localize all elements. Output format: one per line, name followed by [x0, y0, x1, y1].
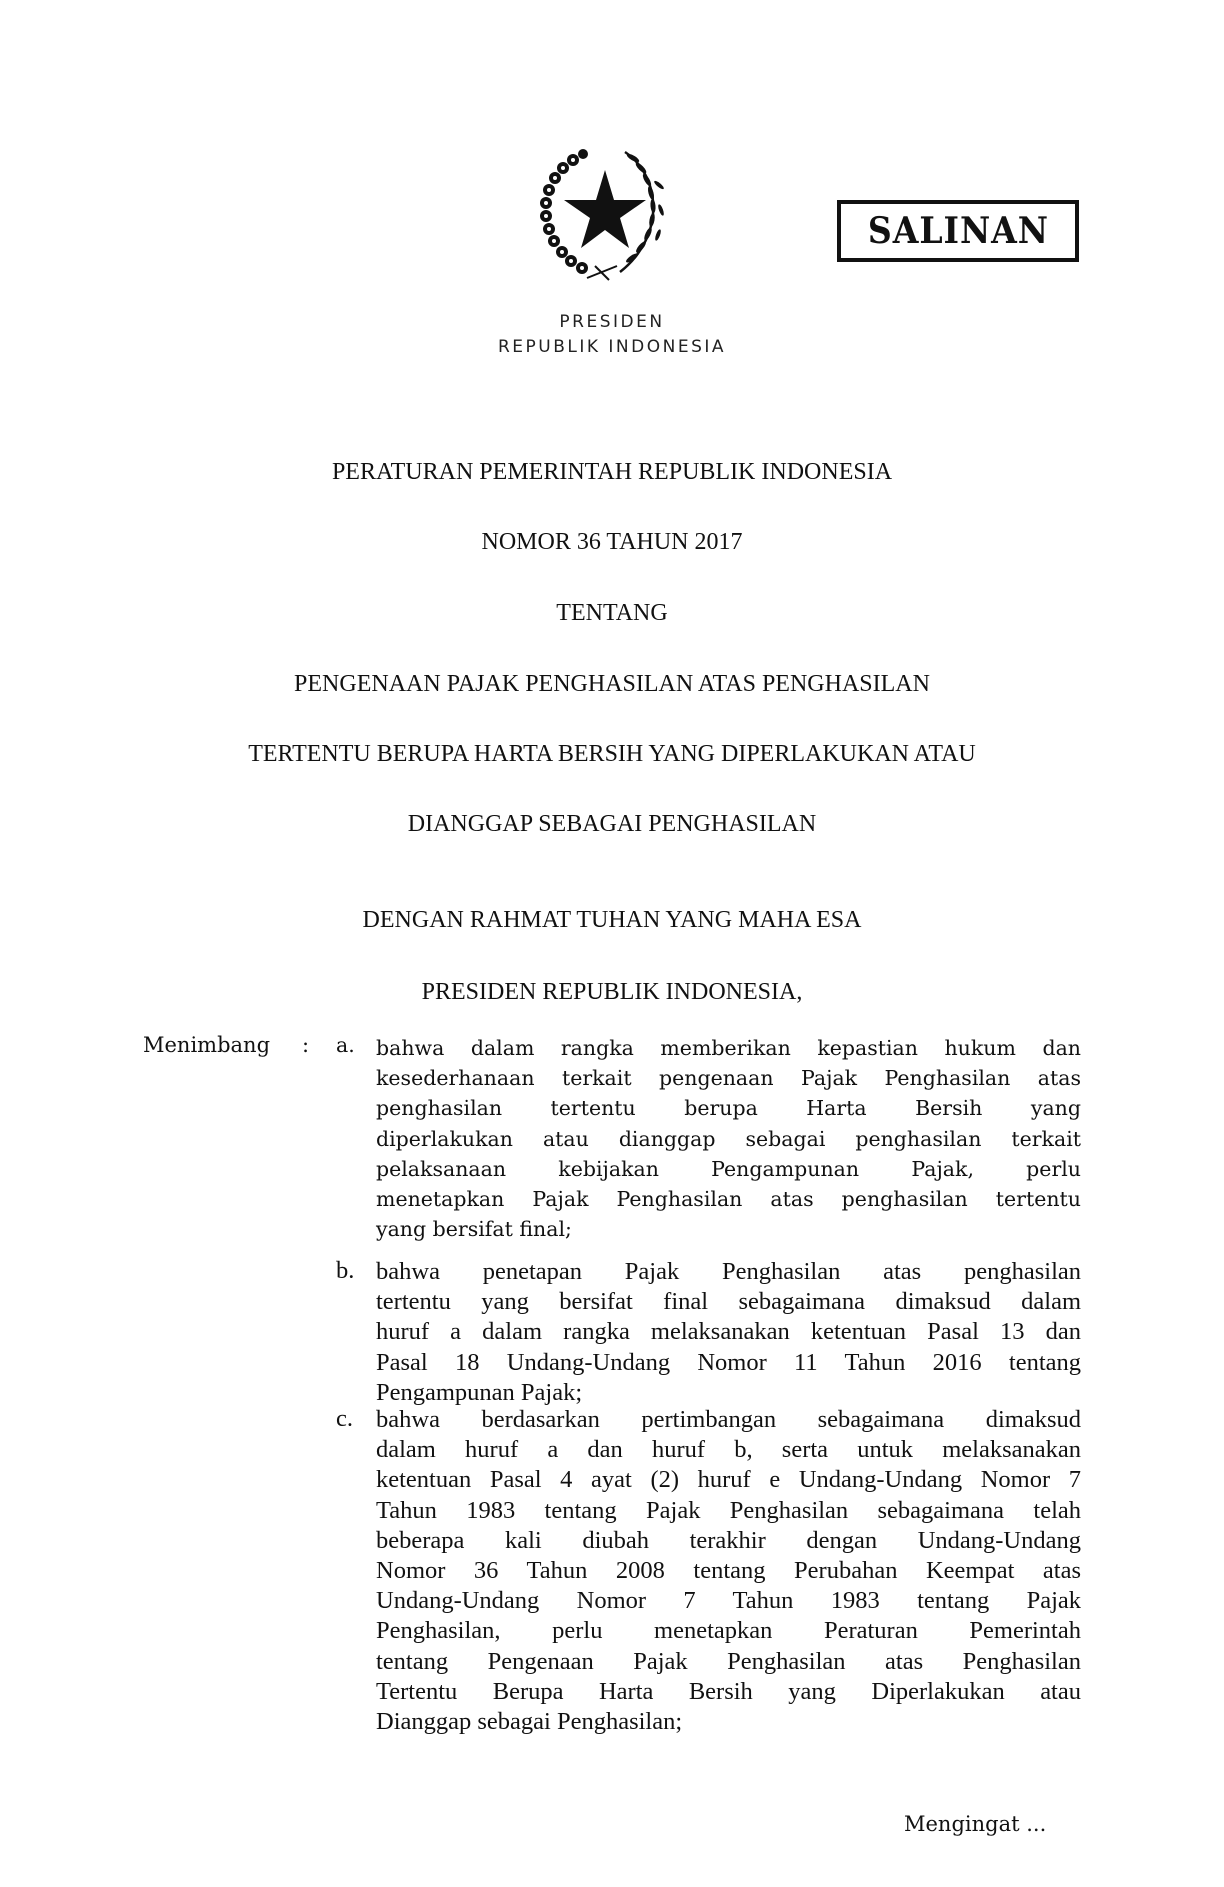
text-line: Dianggap sebagai Penghasilan; [376, 1707, 683, 1735]
next-page-reference: Mengingat ... [904, 1812, 1047, 1836]
item-text [376, 1257, 1081, 1408]
text-line: kesederhanaan terkait pengenaan Pajak Penghasilan atas [376, 1066, 1081, 1091]
subject-line-3: DIANGGAP SEBAGAI PENGHASILAN [407, 811, 817, 837]
text-line: yang bersifat final; [376, 1217, 572, 1242]
text-line: Tertentu Berupa Harta Bersih yang Diperlakukan atau [376, 1677, 1081, 1705]
text-line: pelaksanaan kebijakan Pengampunan Pajak, perlu [376, 1156, 1081, 1181]
text-line: bahwa dalam rangka memberikan kepastian hukum dan [376, 1036, 1081, 1060]
text-line: bahwa penetapan Pajak Penghasilan atas penghasilan [376, 1258, 1081, 1285]
text-line: diperlakukan atau dianggap sebagai penghasilan terkait [376, 1126, 1081, 1151]
item-text [376, 1405, 1081, 1737]
regulation-number: NOMOR 36 TAHUN 2017 [481, 529, 743, 555]
text-line: menetapkan Pajak Penghasilan atas penghasilan tertentu [376, 1186, 1081, 1211]
text-line: huruf a dalam rangka melaksanakan ketentuan Pasal 13 dan [376, 1318, 1081, 1346]
text-line: dalam huruf a dan huruf b, serta untuk melaksanakan [376, 1436, 1081, 1464]
copy-stamp [837, 200, 1079, 262]
text-line: Undang-Undang Nomor 7 Tahun 1983 tentang Pajak [376, 1587, 1081, 1615]
item-text [376, 1033, 1081, 1244]
text-line: penghasilan tertentu berupa Harta Bersih yang [376, 1096, 1081, 1121]
text-line: Pengampunan Pajak; [376, 1378, 583, 1406]
text-line: Pasal 18 Undang-Undang Nomor 11 Tahun 2016 tentang [376, 1348, 1081, 1376]
text-line: tentang Pengenaan Pajak Penghasilan atas Penghasilan [376, 1647, 1081, 1675]
regulation-title: PERATURAN PEMERINTAH REPUBLIK INDONESIA [331, 459, 893, 485]
item-letter: a. [336, 1033, 355, 1057]
about-label: TENTANG [556, 600, 668, 626]
considerations-label: Menimbang [143, 1033, 271, 1057]
subject-line-1: PENGENAAN PAJAK PENGHASILAN ATAS PENGHASILAN [294, 671, 930, 697]
authority: PRESIDEN REPUBLIK INDONESIA, [421, 979, 803, 1005]
text-line: beberapa kali diubah terakhir dengan Undang-Undang [376, 1526, 1081, 1554]
subject-line-2: TERTENTU BERUPA HARTA BERSIH YANG DIPERLAKUKAN ATAU [248, 741, 976, 767]
considerations-separator: : [302, 1033, 310, 1057]
text-line: ketentuan Pasal 4 ayat (2) huruf e Undang-Undang Nomor 7 [376, 1466, 1081, 1494]
presidential-emblem-icon [525, 140, 685, 290]
issuer-line-2: REPUBLIK INDONESIA [497, 337, 727, 357]
item-letter: c. [336, 1405, 353, 1432]
copy-stamp-label: SALINAN [867, 210, 1049, 252]
invocation: DENGAN RAHMAT TUHAN YANG MAHA ESA [362, 907, 862, 933]
text-line: tertentu yang bersifat final sebagaimana dimaksud dalam [376, 1288, 1081, 1316]
text-line: Tahun 1983 tentang Pajak Penghasilan sebagaimana telah [376, 1496, 1081, 1524]
text-line: bahwa berdasarkan pertimbangan sebagaimana dimaksud [376, 1406, 1081, 1433]
text-line: Nomor 36 Tahun 2008 tentang Perubahan Keempat atas [376, 1556, 1081, 1584]
issuer-line-1: PRESIDEN [559, 312, 665, 332]
item-letter: b. [336, 1257, 355, 1284]
text-line: Penghasilan, perlu menetapkan Peraturan Pemerintah [376, 1617, 1081, 1645]
